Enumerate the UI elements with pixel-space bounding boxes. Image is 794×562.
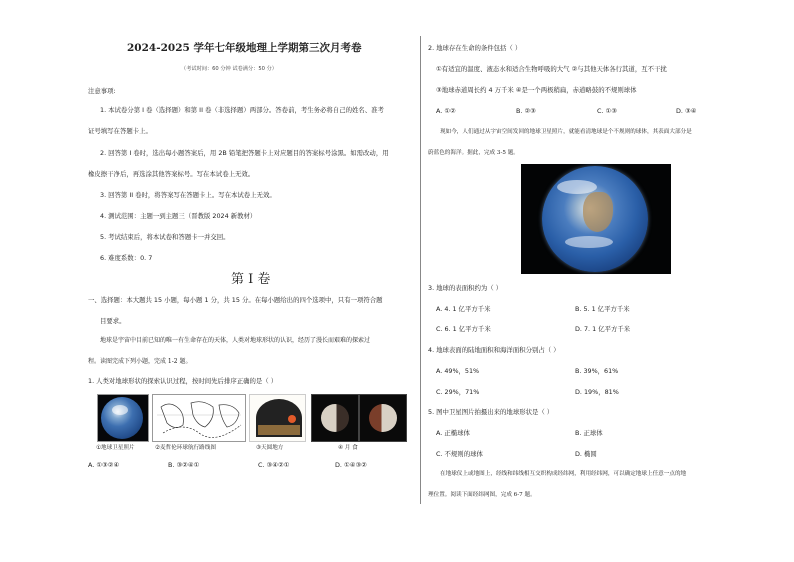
question-3: 3. 地球的表面积约为（ ） [428,284,503,292]
note-line: 1. 本试卷分第 I 卷（选择题）和第 II 卷（非选择题）两部分。答卷前，考生务必将自己的姓名、准考 [100,106,384,114]
answer-option: D. ①④③② [335,461,367,469]
route-map-svg [153,395,245,441]
note-line: 橡皮擦干净后，再选涂其他答案标号。写在本试卷上无效。 [88,170,255,178]
answer-option: B. 39%，61% [575,367,619,375]
answer-option: C. ①③ [597,107,617,115]
image-caption: ②麦哲伦环球航行路线图 [155,445,216,451]
section-title: 第 I 卷 [231,272,271,287]
question-4: 4. 地球表面的陆地面积和海洋面积分别占（ ） [428,346,560,354]
answer-option: D. 椭圆 [575,450,597,458]
answer-option: C. 29%，71% [436,388,480,396]
question-2: 2. 地球存在生命的条件包括（ ） [428,44,522,52]
passage-text: 在地球仪上或地图上，经线和纬线相互交织构成经纬网，利用经纬网，可以确定地球上任意一点的地 [440,471,687,477]
exam-title: 2024-2025 学年七年级地理上学期第三次月考卷 [127,42,362,54]
answer-option: A. 49%，51% [436,367,480,375]
passage-text: 蔚蓝色的海洋。据此，完成 3-5 题。 [428,150,519,156]
note-line: 6. 难度系数：0. 7 [100,254,153,262]
earth-clouds [112,405,128,415]
earth-satellite-photo [521,164,671,274]
answer-option: D. 19%，81% [575,388,619,396]
answer-option: A. 正椭球体 [436,429,470,437]
passage-text: 现如今，人们通过从宇宙空间发回的地球卫星照片，就能看清地球是个不规则的球体，其表面大部分是 [440,129,692,135]
earth-globe [101,397,143,439]
answer-option: D. ③④ [676,107,697,115]
heaven-round-earth-square-image [249,394,306,442]
note-line: 3. 回答第 II 卷时，将答案写在答题卡上。写在本试卷上无效。 [100,191,276,199]
sun-icon [288,415,296,423]
cloud-band [557,180,597,194]
answer-option: C. 6. 1 亿平方千米 [436,325,491,333]
question-1: 1. 人类对地球形状的探索认识过程，按时间先后排序正确的是（ ） [88,377,278,385]
note-line: 证号填写在答题卡上。 [88,127,152,135]
column-divider [420,36,421,504]
answer-option: C. 不规则的球体 [436,450,483,458]
note-line: 2. 回答第 I 卷时，选出每小题答案后，用 2B 铅笔把答题卡上对应题目的答案标号涂黑。如需改动，用 [100,149,389,157]
passage-text: 地球是宇宙中目前已知的唯一有生命存在的天体，人类对地球形状的认识，经历了漫长而艰难的探索过 [100,337,371,344]
notice-heading: 注意事项: [88,87,116,95]
lunar-eclipse-image-2 [359,394,407,442]
flat-earth [258,425,300,435]
answer-option: A. ①③②④ [88,461,120,469]
q2-statement: ③地球赤道周长约 4 万千米 ④是一个两极稍扁，赤道略鼓的不规则球体 [436,86,637,94]
exam-info: （考试时间：60 分钟 试卷满分：50 分） [181,66,277,72]
image-caption: ③天圆地方 [256,445,284,451]
moon-icon [321,404,349,432]
answer-option: B. ③②④① [168,461,200,469]
section-intro: 目要求。 [100,317,126,325]
q2-statement: ①有适宜的温度、液态水和适合生物呼吸的大气 ②与其他天体各行其道，互不干扰 [436,65,667,73]
answer-option: A. 4. 1 亿平方千米 [436,305,491,313]
answer-option: D. 7. 1 亿平方千米 [575,325,631,333]
passage-text: 程。读图完成下列小题，完成 1-2 题。 [88,358,192,365]
answer-option: B. ②③ [516,107,536,115]
magellan-route-map [152,394,246,442]
section-intro: 一、选择题：本大题共 15 小题，每小题 1 分，共 15 分。在每小题给出的四个选项中，只有一项符合题 [88,296,383,304]
moon-icon [369,404,397,432]
lunar-eclipse-image-1 [311,394,359,442]
answer-option: B. 正球体 [575,429,603,437]
answer-option: A. ①② [436,107,456,115]
answer-option: C. ③④②① [258,461,290,469]
note-line: 4. 测试范围：主题一到主题三（晋教版 2024 新教材） [100,212,257,220]
image-caption: ④ 月 食 [338,445,358,451]
question-5: 5. 图中卫星图片拍摄出来的地球形状是（ ） [428,408,554,416]
passage-text: 理位置。阅读下面经纬网图，完成 6-7 题。 [428,492,536,498]
satellite-earth-image [97,394,149,442]
answer-option: B. 5. 1 亿平方千米 [575,305,630,313]
image-caption: ①地球卫星照片 [96,445,135,451]
cloud-band [565,236,613,248]
note-line: 5. 考试结束后，将本试卷和答题卡一并交回。 [100,233,230,241]
